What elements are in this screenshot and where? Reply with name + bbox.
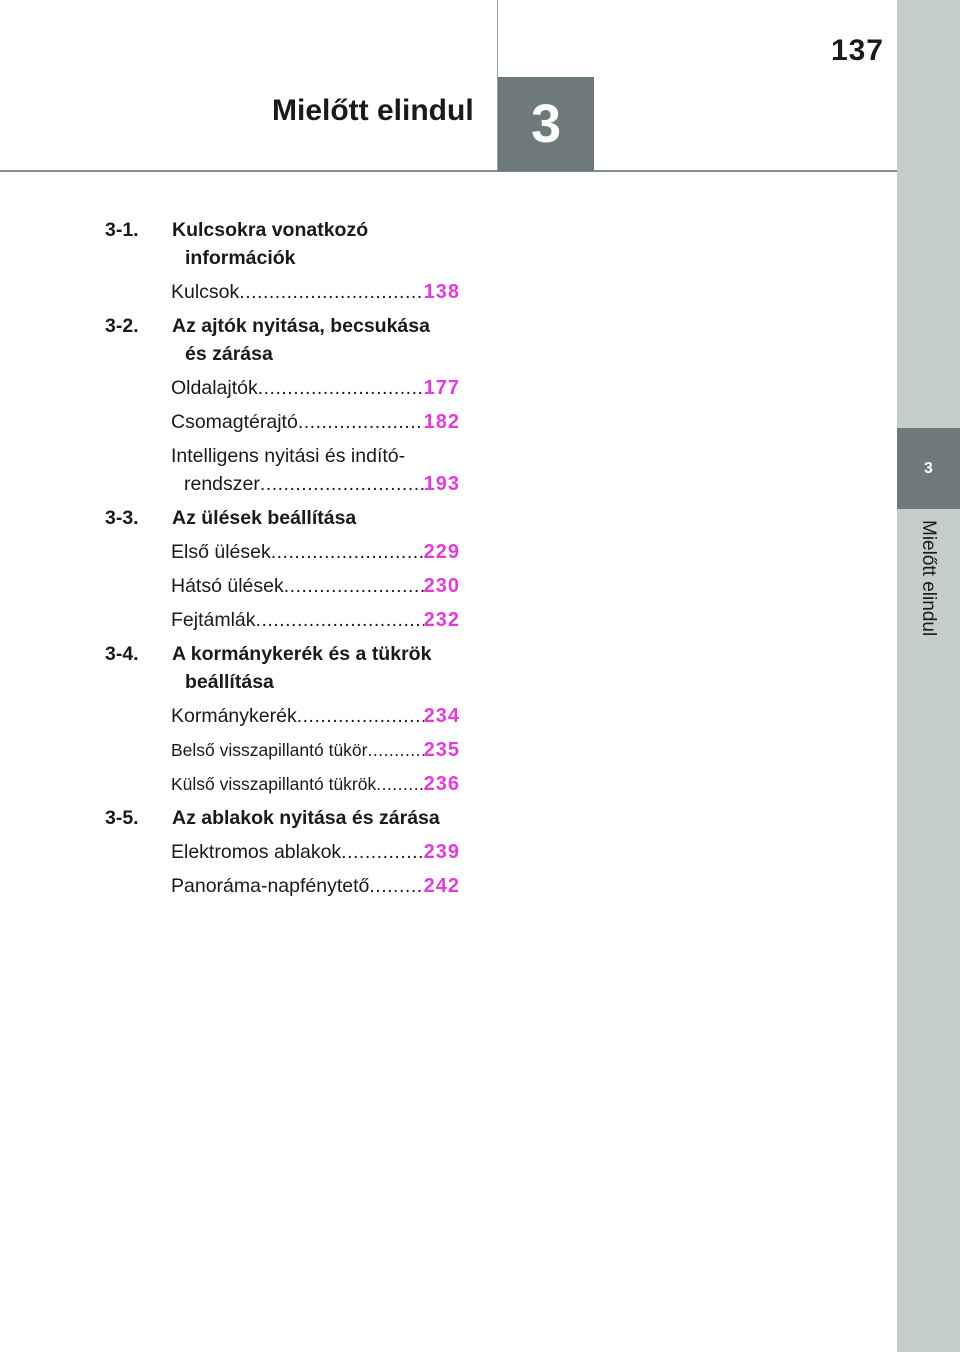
section-title: Az ablakok nyitása és zárása [172, 807, 440, 829]
toc-entry-hatso-ulesek[interactable] [171, 572, 460, 600]
section-number: 3-4. [105, 643, 139, 665]
side-tab-label: Mielőtt elindul [918, 520, 939, 637]
dot-leader [258, 374, 424, 402]
page-number: 137 [830, 34, 884, 67]
toc-entry-elektromos-ablakok[interactable] [171, 838, 460, 866]
section-title-line2: információk [185, 247, 296, 269]
side-tab-chapter-number[interactable]: 3 [897, 428, 960, 509]
side-tab-bar [897, 0, 960, 1352]
section-title-line2: és zárása [185, 343, 273, 365]
toc-section-3-4[interactable] [105, 640, 465, 696]
section-number: 3-5. [105, 807, 139, 829]
dot-leader [376, 770, 423, 798]
toc-section-3-3[interactable] [105, 504, 465, 532]
header-divider-horizontal [0, 170, 897, 172]
dot-leader [239, 278, 423, 306]
entry-label: Csomagtérajtó [171, 411, 298, 433]
section-title [172, 312, 465, 368]
entry-label: Elektromos ablakok [171, 841, 342, 863]
entry-page-link[interactable]: 177 [423, 377, 460, 399]
section-title: Az ülések beállítása [172, 507, 357, 529]
entry-line2 [171, 470, 460, 498]
entry-page-link[interactable]: 236 [423, 773, 460, 795]
entry-label: Kulcsok [171, 281, 240, 303]
entry-label: Fejtámlák [171, 609, 256, 631]
toc-section-3-2[interactable] [105, 312, 465, 368]
dot-leader [284, 572, 424, 600]
section-number: 3-2. [105, 315, 139, 337]
chapter-title: Mielőtt elindul [272, 94, 474, 127]
entry-label: Hátsó ülések [171, 575, 284, 597]
entry-page-link[interactable]: 182 [423, 411, 460, 433]
toc-entry-kormanykerek[interactable] [171, 702, 460, 730]
section-number: 3-3. [105, 507, 139, 529]
entry-page-link[interactable]: 229 [423, 541, 460, 563]
entry-page-link[interactable]: 235 [423, 739, 460, 761]
table-of-contents [105, 216, 465, 906]
entry-label: Első ülések [171, 541, 271, 563]
entry-page-link[interactable]: 234 [423, 705, 460, 727]
section-title-line2: beállítása [185, 671, 274, 693]
entry-page-link[interactable]: 232 [423, 609, 460, 631]
toc-entry-panorama-napfenyteto[interactable] [171, 872, 460, 900]
toc-entry-fejtamlak[interactable] [171, 606, 460, 634]
section-title [172, 216, 465, 272]
section-title-line1: Kulcsokra vonatkozó [172, 219, 369, 241]
toc-entry-intelligens-rendszer[interactable] [171, 442, 460, 498]
entry-label-line2: rendszer [184, 473, 260, 495]
entry-page-link[interactable]: 230 [423, 575, 460, 597]
toc-entry-kulcsok[interactable] [171, 278, 460, 306]
entry-label: Belső visszapillantó tükör [171, 740, 368, 760]
entry-label: Kormánykerék [171, 705, 297, 727]
section-title [172, 640, 465, 696]
section-title-line1: Az ajtók nyitása, becsukása [172, 315, 430, 337]
dot-leader [260, 470, 424, 498]
toc-entry-kulso-tukrok[interactable] [171, 770, 460, 798]
dot-leader [298, 408, 424, 436]
entry-page-link[interactable]: 242 [423, 875, 460, 897]
toc-section-3-5[interactable] [105, 804, 465, 832]
toc-entry-elso-ulesek[interactable] [171, 538, 460, 566]
entry-page-link[interactable]: 193 [423, 473, 460, 495]
entry-page-link[interactable]: 138 [423, 281, 460, 303]
entry-label: Panoráma-napfénytető [171, 875, 370, 897]
entry-label: Oldalajtók [171, 377, 258, 399]
dot-leader [297, 702, 424, 730]
toc-entry-csomagterajto[interactable] [171, 408, 460, 436]
dot-leader [367, 736, 423, 764]
dot-leader [256, 606, 424, 634]
entry-label: Külső visszapillantó tükrök [171, 774, 377, 794]
toc-entry-belso-tukor[interactable] [171, 736, 460, 764]
dot-leader [369, 872, 423, 900]
section-title-line1: A kormánykerék és a tükrök [172, 643, 432, 665]
dot-leader [341, 838, 423, 866]
dot-leader [271, 538, 424, 566]
toc-entry-oldalajtok[interactable] [171, 374, 460, 402]
entry-label-line1: Intelligens nyitási és indító- [171, 445, 406, 467]
entry-page-link[interactable]: 239 [423, 841, 460, 863]
section-number: 3-1. [105, 219, 139, 241]
chapter-number-box: 3 [498, 77, 594, 171]
toc-section-3-1[interactable] [105, 216, 465, 272]
